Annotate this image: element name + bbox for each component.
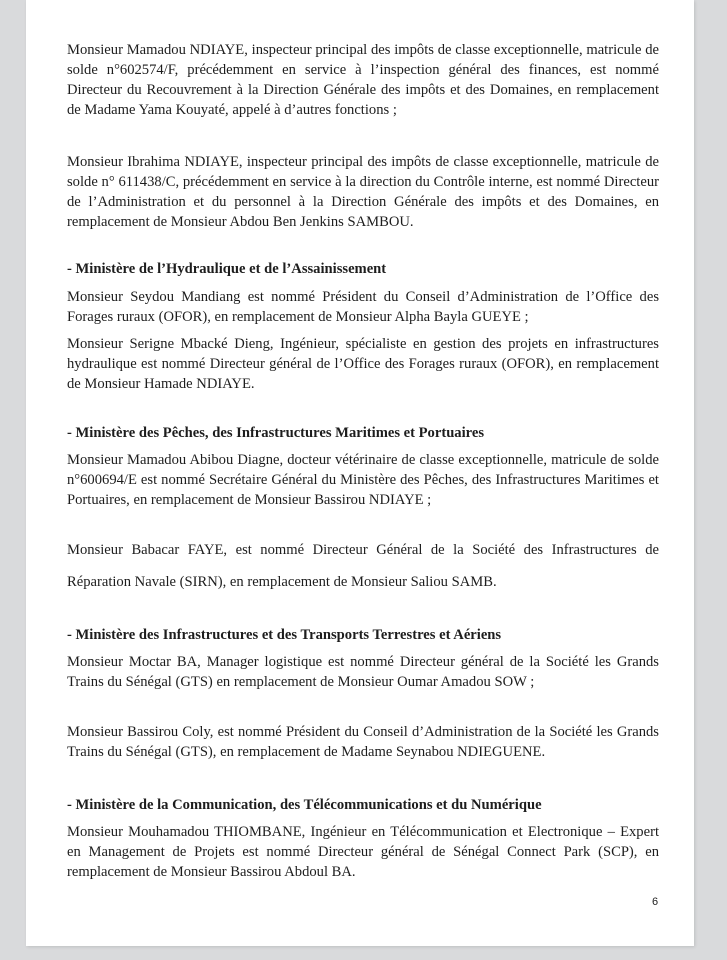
paragraph-mouhamadou-thiombane: Monsieur Mouhamadou THIOMBANE, Ingénieur en Télécommunication et Electronique – Expert en Management de Projets est nommé Directeur général de Sénégal Connect Park (SCP), en remplacement de Monsieur Bassirou Abdoul BA. <box>67 824 659 880</box>
paragraph-seydou-mandiang: Monsieur Seydou Mandiang est nommé Président du Conseil d’Administration de l’Office des Forages ruraux (OFOR), en remplacement de Monsieur Alpha Bayla GUEYE ; <box>67 289 659 325</box>
heading-ministere-communication: - Ministère de la Communication, des Télécommunications et du Numérique <box>67 797 542 813</box>
paragraph-mamadou-ndiaye: Monsieur Mamadou NDIAYE, inspecteur principal des impôts de classe exceptionnelle, matricule de solde n°602574/F, précédemment en service à l’inspection général des finances, est nommé Directeur du Recouvrement à la Direction Générale des impôts et des Domaines, en remplacement de Madame Yama Kouyaté, appelé à d’autres fonctions ; <box>67 42 659 118</box>
paragraph-serigne-mbacke-dieng: Monsieur Serigne Mbacké Dieng, Ingénieur, spécialiste en gestion des projets en infrastructures hydraulique est nommé Directeur général de l’Office des Forages ruraux (OFOR), en remplacement de Monsieur Hamade NDIAYE. <box>67 336 659 392</box>
paragraph-babacar-faye: Monsieur Babacar FAYE, est nommé Directeur Général de la Société des Infrastructures de Réparation Navale (SIRN), en remplacement de Monsieur Saliou SAMB. <box>67 542 659 590</box>
paragraph-mamadou-abibou-diagne: Monsieur Mamadou Abibou Diagne, docteur vétérinaire de classe exceptionnelle, matricule de solde n°600694/E est nommé Secrétaire Général du Ministère des Pêches, des Infrastructures Maritimes et Portuaires, en remplacement de Monsieur Bassirou NDIAYE ; <box>67 452 659 508</box>
heading-ministere-hydraulique: - Ministère de l’Hydraulique et de l’Assainissement <box>67 261 387 277</box>
paragraph-moctar-ba: Monsieur Moctar BA, Manager logistique est nommé Directeur général de la Société les Grands Trains du Sénégal (GTS) en remplacement de Monsieur Oumar Amadou SOW ; <box>67 654 659 690</box>
page-number: 6 <box>652 896 659 908</box>
heading-ministere-peches: - Ministère des Pêches, des Infrastructures Maritimes et Portuaires <box>67 425 485 441</box>
paragraph-bassirou-coly: Monsieur Bassirou Coly, est nommé Président du Conseil d’Administration de la Société les Grands Trains du Sénégal (GTS), en remplacement de Madame Seynabou NDIEGUENE. <box>67 724 659 760</box>
heading-ministere-infrastructures-transports: - Ministère des Infrastructures et des Transports Terrestres et Aériens <box>67 627 502 643</box>
paragraph-ibrahima-ndiaye: Monsieur Ibrahima NDIAYE, inspecteur principal des impôts de classe exceptionnelle, matricule de solde n° 611438/C, précédemment en service à la direction du Contrôle interne, est nommé Directeur de l’Administration et du personnel à la Direction Générale des impôts et des Domaines, en remplacement de Monsieur Abdou Ben Jenkins SAMBOU. <box>67 154 659 230</box>
